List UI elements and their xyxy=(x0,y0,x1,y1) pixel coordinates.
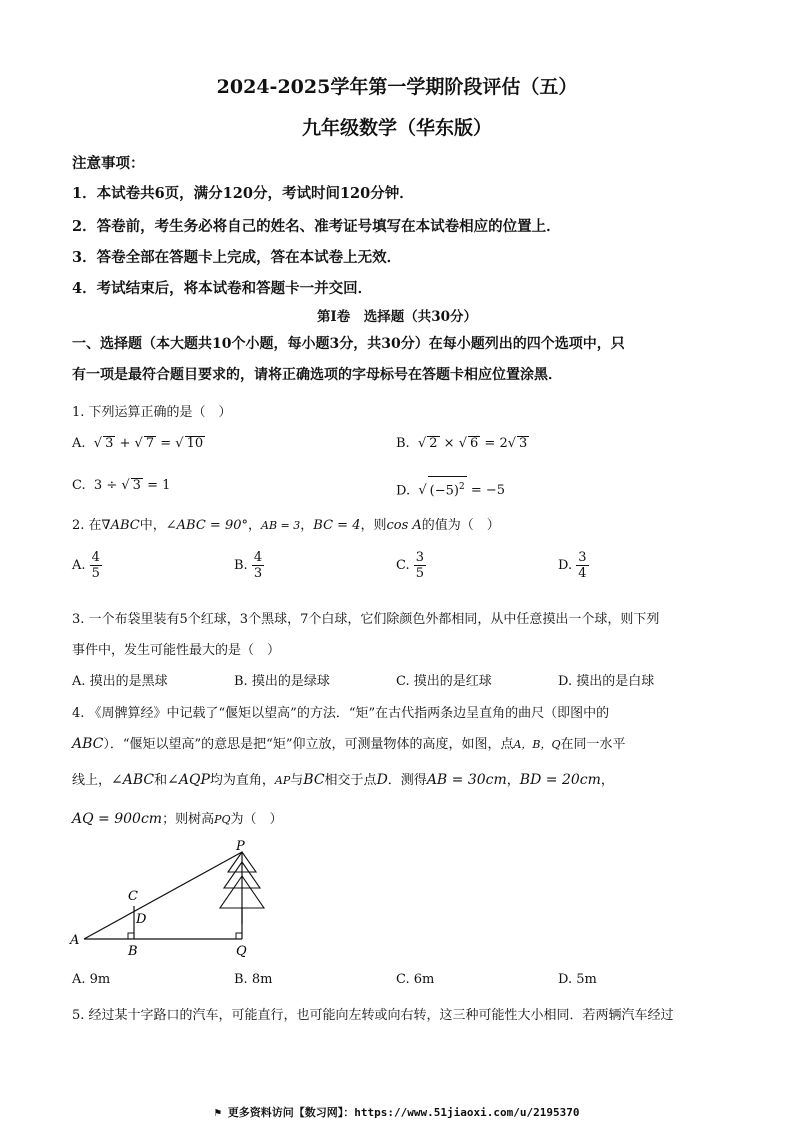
section-intro-line1: 一、选择题（本大题共10个小题，每小题3分，共30分）在每小题列出的四个选项中，只 xyxy=(72,336,625,352)
q4-l3-tail: ， xyxy=(600,773,614,788)
q2-option-b xyxy=(234,550,264,581)
q4-right-angle-q xyxy=(236,933,242,939)
q2-c-label: C. xyxy=(396,558,410,573)
q4-l3-measure: ．测得 xyxy=(387,773,427,788)
q1-a-r2: 7 xyxy=(145,436,155,451)
q4-line2-rest: ）．“偃矩以望高”的意思是把“矩”仰立放，可测量物体的高度，如图，点 xyxy=(103,737,514,752)
q2-b-label: B. xyxy=(234,558,248,573)
q4-label-d: D xyxy=(136,912,147,927)
q1-option-c: C. 3 ÷ √ 3 = 1 xyxy=(72,478,171,493)
q2-sep4: ，则 xyxy=(360,518,387,533)
q4-d: D xyxy=(376,772,388,788)
q1-b-coef: 2 xyxy=(499,436,508,451)
q4-ap: AP xyxy=(274,774,291,787)
q4-option-a: A. 9m xyxy=(72,972,111,987)
q2-sep2: ， xyxy=(248,518,262,533)
q3-option-a: A. 摸出的是黑球 xyxy=(72,674,168,689)
q4-label-b: B xyxy=(128,944,138,959)
q3-option-b: B. 摸出的是绿球 xyxy=(234,674,330,689)
q2-d-num: 3 xyxy=(578,550,587,565)
q4-line2-end: 在同一水平 xyxy=(560,737,626,752)
q4-l3-pre: 线上， xyxy=(72,773,112,788)
q1-d-base: (−5) xyxy=(429,483,459,499)
q4-label-p: P xyxy=(236,839,245,854)
q2-stem-pre: 2. 在 xyxy=(72,518,102,533)
q4-line4 xyxy=(72,808,283,827)
q1-option-a: A. √ 3 + √ 7 = √ 10 xyxy=(72,436,204,451)
q4-l3-cross: 相交于点 xyxy=(324,773,377,788)
q4-l4-end: 为（ ） xyxy=(230,812,283,827)
notice-item-1: 1．本试卷共6页，满分120分，考试时间120分钟． xyxy=(72,185,414,202)
section-intro-line2: 有一项是最符合题目要求的，请将正确选项的字母标号在答题卡相应位置涂黑． xyxy=(72,367,562,383)
exam-title: 2024-2025学年第一学期阶段评估（五） xyxy=(216,76,578,98)
q4-bc: BC xyxy=(303,772,325,788)
q1-c-label: C. xyxy=(72,478,86,493)
q3-stem-line1: 3. 一个布袋里装有5个红球，3个黑球，7个白球，它们除颜色外都相同，从中任意摸出一个球，则下列 xyxy=(72,612,660,627)
q4-figure xyxy=(66,838,276,962)
q2-b-den: 3 xyxy=(253,566,263,581)
q1-b-r2: 6 xyxy=(470,436,479,451)
notice-heading: 注意事项： xyxy=(72,155,145,172)
notice-item-3: 3．答卷全部在答题卡上完成，答在本试卷上无效． xyxy=(72,249,402,266)
q4-angle2: ∠AQP xyxy=(167,772,210,788)
footer-link[interactable] xyxy=(0,1104,794,1120)
q2-ab: AB = 3 xyxy=(261,519,301,532)
q4-ab: AB = 30cm xyxy=(426,772,507,788)
q4-l3-and: 和 xyxy=(154,773,168,788)
section-header: 第Ⅰ卷 选择题（共30分） xyxy=(316,309,478,325)
notice-item-2: 2．答卷前，考生务必将自己的姓名、准考证号填写在本试卷相应的位置上． xyxy=(72,218,561,235)
q4-abc: ABC xyxy=(72,736,104,752)
q1-c-res: 1 xyxy=(162,478,171,493)
q2-a-den: 5 xyxy=(91,566,100,581)
q4-l4-rest: ；则树高 xyxy=(162,812,215,827)
q4-option-c: C. 6m xyxy=(396,972,435,987)
q1-stem: 1. 下列运算正确的是（ ） xyxy=(72,405,232,420)
q4-line3 xyxy=(72,769,614,788)
q1-a-label: A. xyxy=(72,436,86,451)
q4-line1: 4. 《周髀算经》中记载了“偃矩以望高”的方法．“矩”在古代指两条边呈直角的曲尺（即图中的 xyxy=(72,706,610,721)
q1-b-eq: = xyxy=(484,436,496,451)
q2-cos: cos A xyxy=(386,518,422,533)
q4-pq: PQ xyxy=(214,813,231,826)
q1-c-r1: 3 xyxy=(132,478,141,493)
q3-option-c: C. 摸出的是红球 xyxy=(396,674,492,689)
q4-points: A，B，Q xyxy=(513,738,561,751)
q4-line-ap xyxy=(84,852,242,939)
q2-a-label: A. xyxy=(72,558,86,573)
q1-d-exp: 2 xyxy=(458,482,465,492)
q2-triangle: ∇ABC xyxy=(101,518,140,533)
q4-l3-comma: ， xyxy=(506,773,520,788)
q1-c-eq: = xyxy=(147,478,158,493)
q4-label-c: C xyxy=(128,889,138,904)
q1-a-r3: 10 xyxy=(186,436,204,451)
q1-d-rhs: = −5 xyxy=(470,483,506,499)
q2-d-label: D. xyxy=(558,558,573,573)
footer-text: 更多资料访问【数习网】：https://www.51jiaoxi.com/u/2195370 xyxy=(227,1106,580,1119)
q4-right-angle-b xyxy=(128,933,134,939)
q4-option-b: B. 8m xyxy=(234,972,273,987)
q4-line2 xyxy=(72,733,626,752)
q4-l3-yu: 与 xyxy=(290,773,304,788)
q4-option-d: D. 5m xyxy=(558,972,597,987)
q2-c-num: 3 xyxy=(415,550,425,565)
q1-b-op: × xyxy=(443,436,455,451)
exam-subtitle: 九年级数学（华东版） xyxy=(301,117,492,139)
q2-bc: BC = 4 xyxy=(313,518,361,533)
q2-sep3: ， xyxy=(300,518,314,533)
notice-item-4: 4．考试结束后，将本试卷和答题卡一并交回． xyxy=(72,280,373,297)
q1-a-eq: = xyxy=(160,436,172,451)
q2-d-den: 4 xyxy=(578,566,587,581)
q2-sep1: 中， xyxy=(139,518,166,533)
flag-icon: ⚑ xyxy=(214,1106,228,1119)
q1-d-label: D. xyxy=(396,483,411,499)
q2-stem xyxy=(72,514,500,533)
q3-stem-line2: 事件中，发生可能性最大的是（ ） xyxy=(72,643,281,658)
q5-stem-line1: 5. 经过某十字路口的汽车，可能直行，也可能向左转或向右转，这三种可能性大小相同．若两辆汽车经过 xyxy=(72,1008,674,1023)
q2-stem-end: 的值为（ ） xyxy=(421,518,500,533)
q4-aq: AQ = 900cm xyxy=(72,811,163,827)
q4-angle1: ∠ABC xyxy=(111,772,155,788)
q2-option-c xyxy=(396,550,426,581)
q4-bd: BD = 20cm xyxy=(519,772,601,788)
q1-option-d: D. √ $(-5)^2 = -5$ xyxy=(396,476,505,498)
q4-label-a: A xyxy=(70,933,80,948)
q2-a-num: 4 xyxy=(91,550,100,565)
q1-b-label: B. xyxy=(396,436,410,451)
q1-a-r1: 3 xyxy=(105,436,114,451)
q1-c-n1: 3 xyxy=(93,478,103,493)
q1-b-r3: 3 xyxy=(519,436,528,451)
q2-b-num: 4 xyxy=(253,550,263,565)
q4-label-q: Q xyxy=(236,944,247,959)
q3-option-d: D. 摸出的是白球 xyxy=(558,674,655,689)
q2-c-den: 5 xyxy=(415,566,425,581)
q1-a-op: + xyxy=(119,436,131,451)
q2-option-d xyxy=(558,550,589,581)
q1-b-r1: 2 xyxy=(429,436,438,451)
q2-angle: ∠ABC = 90° xyxy=(165,518,249,533)
q1-c-op: ÷ xyxy=(106,478,118,493)
q1-option-b: B. √ 2 × √ 6 = 2√ 3 xyxy=(396,436,528,451)
q2-option-a xyxy=(72,550,102,581)
q4-l3-mid: 均为直角， xyxy=(209,773,275,788)
